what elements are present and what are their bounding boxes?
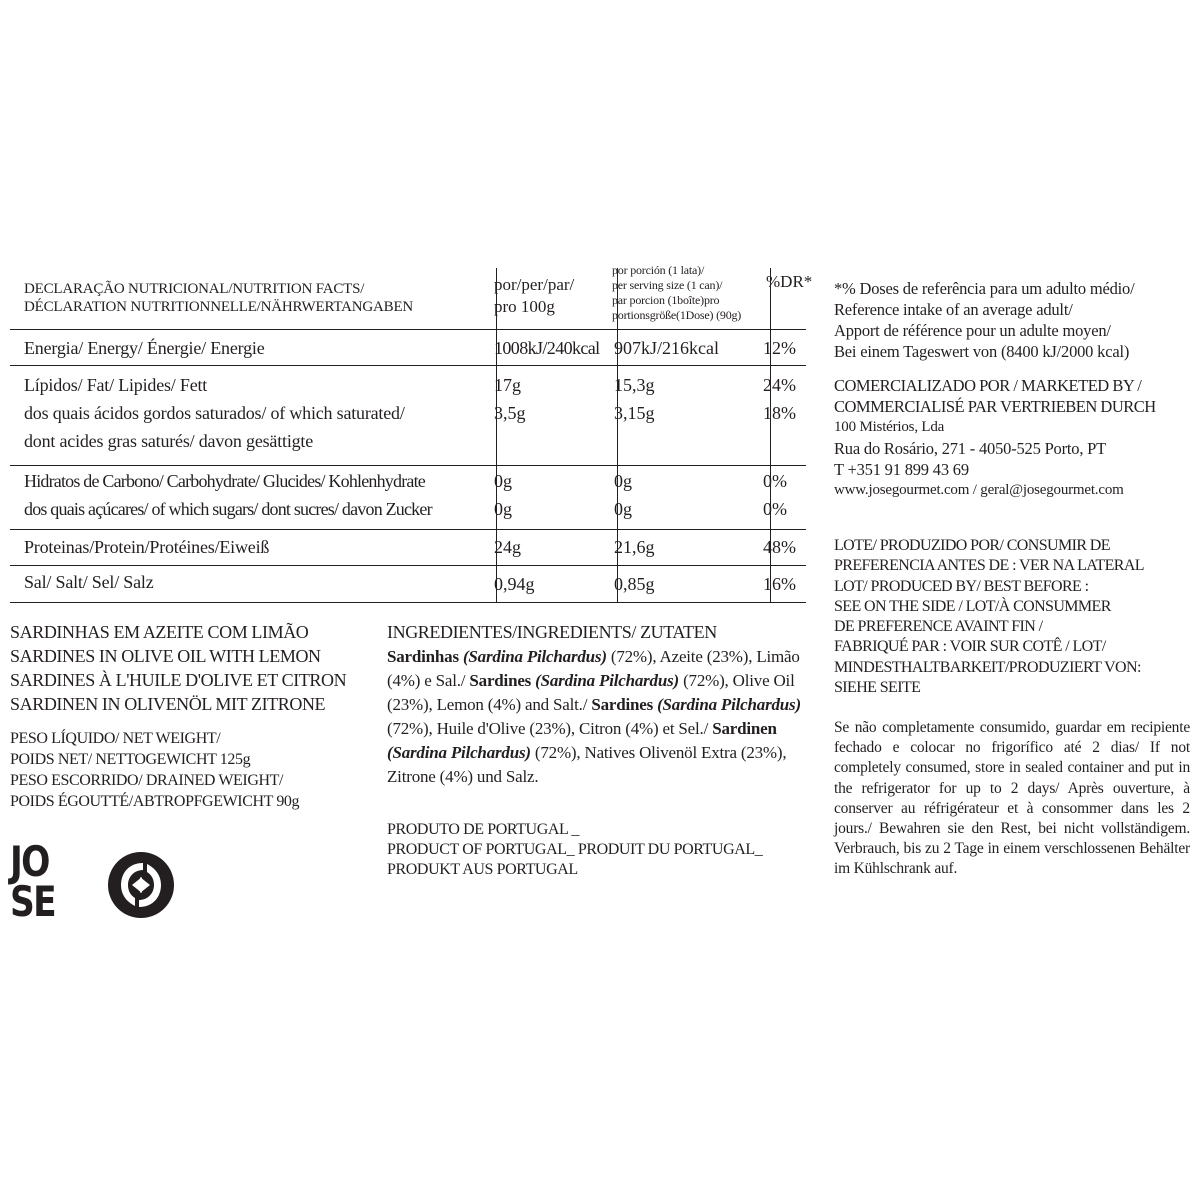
row-value: 0,94g bbox=[494, 574, 535, 594]
dr-header: %DR* bbox=[766, 272, 813, 291]
row-value: 24g bbox=[494, 537, 521, 557]
per-serving-header: por porción (1 lata)/ per serving size (1 can)/ par porcion (1boîte)pro portionsgröße(1Dose) (90g) bbox=[612, 263, 742, 322]
per-100g-header: por/per/par/ pro 100g bbox=[494, 275, 575, 316]
table-row bbox=[10, 565, 806, 603]
company-info: 100 Mistérios, Lda Rua do Rosário, 271 - 4050-525 Porto, PT T +351 91 899 43 69 www.josegourmet.com / geral@josegourmet.com bbox=[834, 419, 1124, 498]
recycle-green-dot-icon bbox=[107, 851, 175, 919]
storage-instructions: Se não completamente consumido, guardar em recipiente fechado e colocar no frigorífico até 2 dias/ If not completely consumed, store in sealed container and put in the refrigerator for up to 2 days/ Après ouverture, à conserver au réfrigérateur et à consommer dans les 2 jours./ Bewahren sie den Rest, bei nicht vollständigem. Verbrauch, bis zu 2 Tage in einem verschlossenen Behälter im Kühlschrank auf. bbox=[834, 719, 1190, 878]
jose-logo bbox=[10, 837, 72, 928]
row-value: 12% bbox=[763, 338, 796, 358]
ingredients-list: Sardinhas (Sardina Pilchardus) (72%), Azeite (23%), Limão (4%) e Sal./ Sardines (Sardina Pilchardus) (72%), Olive Oil (23%), Lemon (4%) and Salt./ Sardines (Sardina Pilchardus) (72%), Huile d'Olive (23%), Citron (4%) et Sel./ Sardinen (Sardina Pilchardus) (72%), Natives Olivenöl Extra (23%), Zitrone (4%) und Salz. bbox=[387, 647, 801, 786]
row-label: Energia/ Energy/ Énergie/ Energie bbox=[24, 338, 265, 358]
row-value: 907kJ/216kcal bbox=[614, 338, 719, 358]
row-label: Lípidos/ Fat/ Lipides/ Fett dos quais ácidos gordos saturados/ of which saturated/ dont acides gras saturés/ davon gesättigte bbox=[24, 375, 405, 451]
row-value: 0g 0g bbox=[614, 471, 632, 519]
lot-info: LOTE/ PRODUZIDO POR/ CONSUMIR DE PREFERENCIA ANTES DE : VER NA LATERAL LOT/ PRODUCED BY/ BEST BEFORE : SEE ON THE SIDE / LOT/À CONSUMMER DE PREFERENCE AVAINT FIN / FABRIQUÉ PAR : VOIR SUR COTÊ / LOT/ MINDESTHALTBARKEIT/PRODUZIERT VON: SIEHE SEITE bbox=[834, 537, 1144, 697]
row-value: 17g 3,5g bbox=[494, 375, 526, 423]
row-value: 21,6g bbox=[614, 537, 655, 557]
logo-text: JO bbox=[10, 837, 49, 886]
ingredients-title: INGREDIENTES/INGREDIENTS/ ZUTATEN bbox=[387, 622, 717, 642]
net-weight: PESO LÍQUIDO/ NET WEIGHT/ POIDS NET/ NETTOGEWICHT 125g PESO ESCORRIDO/ DRAINED WEIGHT/ POIDS ÉGOUTTÉ/ABTROPFGEWICHT 90g bbox=[10, 730, 300, 810]
logo-text: SE bbox=[10, 877, 56, 926]
table-row bbox=[10, 365, 806, 466]
row-value: 48% bbox=[763, 537, 796, 557]
marketed-by: COMERCIALIZADO POR / MARKETED BY / COMMERCIALISÉ PAR VERTRIEBEN DURCH bbox=[834, 376, 1156, 416]
table-row bbox=[10, 529, 806, 566]
row-value: 24% 18% bbox=[763, 375, 796, 423]
table-row bbox=[10, 465, 806, 530]
product-origin: PRODUTO DE PORTUGAL _ PRODUCT OF PORTUGAL_ PRODUIT DU PORTUGAL_ PRODUKT AUS PORTUGAL bbox=[387, 821, 763, 878]
row-value: 0% 0% bbox=[763, 471, 787, 519]
row-value: 0,85g bbox=[614, 574, 655, 594]
row-value: 1008kJ/240kcal bbox=[494, 338, 600, 358]
row-value: 0g 0g bbox=[494, 471, 512, 519]
row-value: 16% bbox=[763, 574, 796, 594]
nutrition-title: DECLARAÇÃO NUTRICIONAL/NUTRITION FACTS/ DÉCLARATION NUTRITIONNELLE/NÄHRWERTANGABEN bbox=[24, 281, 414, 315]
table-row bbox=[10, 329, 806, 365]
product-name: SARDINHAS EM AZEITE COM LIMÃO SARDINES IN OLIVE OIL WITH LEMON SARDINES À L'HUILE D'OLIVE ET CITRON SARDINEN IN OLIVENÖL MIT ZITRONE bbox=[10, 622, 347, 714]
row-value: 15,3g 3,15g bbox=[614, 375, 655, 423]
row-label: Sal/ Salt/ Sel/ Salz bbox=[24, 572, 154, 592]
row-label: Proteinas/Protein/Protéines/Eiweiß bbox=[24, 537, 270, 557]
row-label: Hidratos de Carbono/ Carbohydrate/ Glucides/ Kohlenhydrate dos quais açúcares/ of which sugars/ dont sucres/ davon Zucker bbox=[24, 471, 432, 519]
reference-intake-note: *% Doses de referência para um adulto médio/ Reference intake of an average adult/ Apport de référence pour un adulte moyen/ Bei einem Tageswert von (8400 kJ/2000 kcal) bbox=[834, 279, 1135, 361]
